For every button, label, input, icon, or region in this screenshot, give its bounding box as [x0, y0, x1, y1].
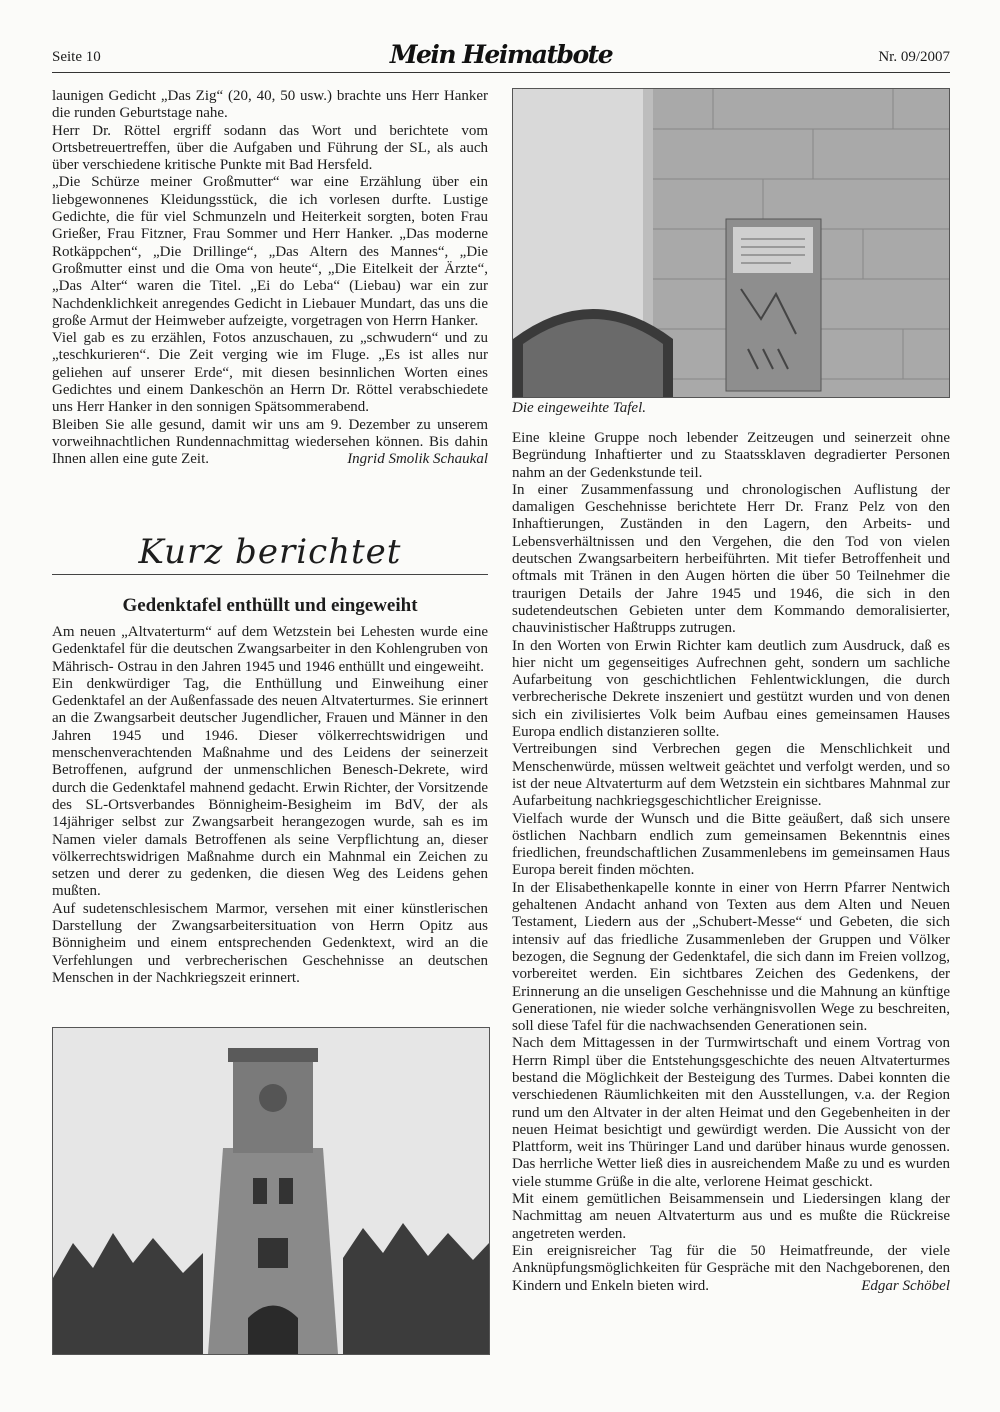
- author-signature: Edgar Schöbel: [861, 1277, 950, 1294]
- paragraph-text: Bleiben Sie alle gesund, damit wir uns am 9. Dezember zu unserem vorweihnachtlichen Rundennachmittag wiedersehen können. Bis dahin Ihnen allen eine gute Zeit.: [52, 416, 488, 468]
- issue-number: Nr. 09/2007: [878, 49, 950, 65]
- paragraph: Vielfach wurde der Wunsch und die Bitte geäußert, daß sich unsere östlichen Nachbarn endlich zum gemeinsamen Bekenntnis eines friedlichen, freundschaftlichen Zusammenlebens im gemeinsamen Haus Europa bereit finden möchten.: [512, 810, 950, 879]
- paragraph: Nach dem Mittagessen in der Turmwirtschaft und einem Vortrag von Herrn Rimpl über die Entstehungsgeschichte des neuen Altvaterturmes bestand die Möglichkeit der Besteigung des Turmes. Dabei konnten die verschiedenen Räumlichkeiten mit den Ausstellungen, v.a. der Region rund um den Altvater in der alten Heimat und den Gegebenheiten in der neuen Heimat besichtigt und gewürdigt werden. Die Aussicht von der Plattform, weit ins Thüringer Land und darüber hinaus wurde genossen. Das herrliche Wetter ließ dies in ausreichendem Maße zu und es wurden viele stumme Grüße in die alte, verlorene Heimat geschickt.: [512, 1035, 950, 1190]
- paragraph: Viel gab es zu erzählen, Fotos anzuschauen, zu „schwudern“ und zu „teschkurieren“. Die Zeit verging wie im Fluge. „Es ist alles nur geliehen auf unserer Erde“, mit diesen besinnlichen Worten eines Gedichtes und einem Dankeschön an Herrn Dr. Röttel verabschiedete uns Herr Hanker in den sonnigen Spätsommerabend.: [52, 330, 488, 416]
- article-body-right: [512, 430, 950, 1295]
- article-headline: Gedenktafel enthüllt und eingeweiht: [122, 595, 418, 616]
- photo-caption: Die eingeweihte Tafel.: [512, 400, 647, 416]
- previous-article-continuation: [52, 88, 488, 469]
- paragraph: launigen Gedicht „Das Zig“ (20, 40, 50 usw.) brachte uns Herr Hanker die runden Geburtstage nahe.: [52, 88, 488, 122]
- paragraph: Mit einem gemütlichen Beisammensein und Liedersingen klang der Nachmittag am neuen Altvaterturm aus und es mußte die Rückreise angetreten werden.: [512, 1191, 950, 1242]
- paragraph: Vertreibungen sind Verbrechen gegen die Menschlichkeit und Menschenwürde, müssen weltweit geächtet und verfolgt werden, und so ist der neue Altvaterturm auf dem Wetzstein ein sichtbares Mahnmal zur Aufarbeitung nachkriegsgeschichtlicher Ereignisse.: [512, 741, 950, 810]
- paragraph: [512, 1243, 950, 1295]
- tower-photo: [52, 1027, 490, 1355]
- paragraph: „Die Schürze meiner Großmutter“ war eine Erzählung über ein liebgewonnenes Kleidungsstück, die ich vorlesen durfte. Lustige Gedichte, die für viel Schmunzeln und Heiterkeit sorgten, boten Frau Grießer, Frau Fitzner, Frau Sommer und Herr Hanker. „Das moderne Rotkäppchen“, „Die Drillinge“, „Das Altern des Mannes“, „Die Großmutter einst und die Oma von heute“, „Die Eitelkeit der Ärzte“, „Das Alter“ waren die Titel. „Ei do Leba“ (Liebau) war ein zur Nachdenklichkeit anregendes Gedicht in Liebauer Mundart, das uns die große Armut der Heimweber aufzeigte, vorgetragen von Herrn Hanker.: [52, 174, 488, 329]
- memorial-plaque-photo: [512, 88, 950, 398]
- section-title: Kurz berichtet: [52, 532, 488, 575]
- paragraph: In den Worten von Erwin Richter kam deutlich zum Ausdruck, daß es hier nicht um gegenseitiges Aufrechnen geht, sondern um sachliche Aufarbeitung von geschichtlichen Fehlentwicklungen, die durch verbrecherische Dekrete inszeniert und gestützt wurden und von denen sich ein zivilisiertes Volk beim Aufbau eines gemeinsamen Hauses Europa endlich distanzieren sollte.: [512, 637, 950, 741]
- paragraph: Am neuen „Altvaterturm“ auf dem Wetzstein bei Lehesten wurde eine Gedenktafel für die deutschen Zwangsarbeiter in den Kohlengruben von Mährisch- Ostrau in den Jahren 1945 und 1946 enthüllt und eingeweiht.: [52, 624, 488, 675]
- paragraph: In einer Zusammenfassung und chronologischen Auflistung der damaligen Geschehnisse berichtete Herr Dr. Franz Pelz von den Inhaftierungen, Zuständen in den Lagern, den Arbeits- und Lebensverhältnissen und den Vergehen, die den Tod von vielen deutschen Zwangsarbeitern herbeiführten. Mit tiefer Betroffenheit und oftmals mit Tränen in den Augen hörten die über 50 Teilnehmer die traurigen Details der Jahre 1945 und 1946, die sich in den sudetendeutschen Gebieten unter dem Kommando demoralisierter, chauvinistischer Haßtrupps zutrugen.: [512, 481, 950, 637]
- page-number: Seite 10: [52, 49, 101, 65]
- newspaper-logo: Mein Heimatbote: [389, 40, 613, 69]
- page-header: [52, 38, 950, 73]
- paragraph: Ein denkwürdiger Tag, die Enthüllung und Einweihung einer Gedenktafel an der Außenfassade des neuen Altvaterturmes. Sie erinnert an die Zwangsarbeit deutscher Jugendlicher, Frauen und Männer in den Jahren 1945 und 1946. Dieser völkerrechtswidrigen und menschenverachtenden Maßnahme und des Leidens der seinerzeit Betroffenen, aufgrund der unmenschlichen Benesch-Dekrete, wird durch die Gedenktafel mahnend gedacht. Erwin Richter, der Vorsitzende des SL-Ortsverbandes Bönnigheim-Besigheim im BdV, der als 14jähriger selbst zur Zwangsarbeit herangezogen wurde, sah es im Namen vieler damals Betroffenen als seine Verpflichtung an, dieser völkerrechtswidrigen Maßnahme durch ein Mahnmal ein Zeichen zu setzen und derer zu gedenken, die diesen Weg des Leidens gehen mußten.: [52, 675, 488, 900]
- paragraph: In der Elisabethenkapelle konnte in einer von Herrn Pfarrer Nentwich gehaltenen Andacht anhand von Texten aus dem Alten und Neuen Testament, Liedern aus der „Schubert-Messe“ und Gebeten, die sich intensiv auf das friedliche Zusammenleben der Gruppen und Völker bezogen, die Segnung der Gedenktafel, die sich dann im Freien vollzog, vorbereitet werden. Ein sichtbares Zeichen des Gedenkens, der Erinnerung an die unseligen Geschehnisse und die Mahnung an künftige Generationen, nie wieder solche verhängnisvollen Wege zu beschreiten, soll diese Tafel für die nachwachsenden Generationen sein.: [512, 879, 950, 1035]
- paragraph: [52, 417, 488, 469]
- paragraph: Eine kleine Gruppe noch lebender Zeitzeugen und seinerzeit ohne Begründung Inhaftierter und zu Staatssklaven degradierter Personen nahm an der Gedenkstunde teil.: [512, 430, 950, 481]
- paragraph: Herr Dr. Röttel ergriff sodann das Wort und berichtete vom Ortsbetreuertreffen, über die Aufgaben und Führung der SL, als auch über verschiedene kritische Punkte mit Bad Hersfeld.: [52, 122, 488, 174]
- author-signature: Ingrid Smolik Schaukal: [347, 451, 488, 468]
- paragraph-text: Ein ereignisreicher Tag für die 50 Heimatfreunde, der viele Anknüpfungsmöglichkeiten für Gespräche mit den Nachgeborenen, den Kindern und Enkeln bieten wird.: [512, 1242, 950, 1294]
- paragraph: Auf sudetenschlesischem Marmor, versehen mit einer künstlerischen Darstellung der Zwangsarbeitersituation von Herrn Opitz aus Bönnigheim und einem entsprechenden Gedenktext, wird an die Verfehlungen und verbrecherischen Geschehnisse an deutschen Menschen in der Nachkriegszeit erinnert.: [52, 900, 488, 986]
- article-body-left: [52, 624, 488, 987]
